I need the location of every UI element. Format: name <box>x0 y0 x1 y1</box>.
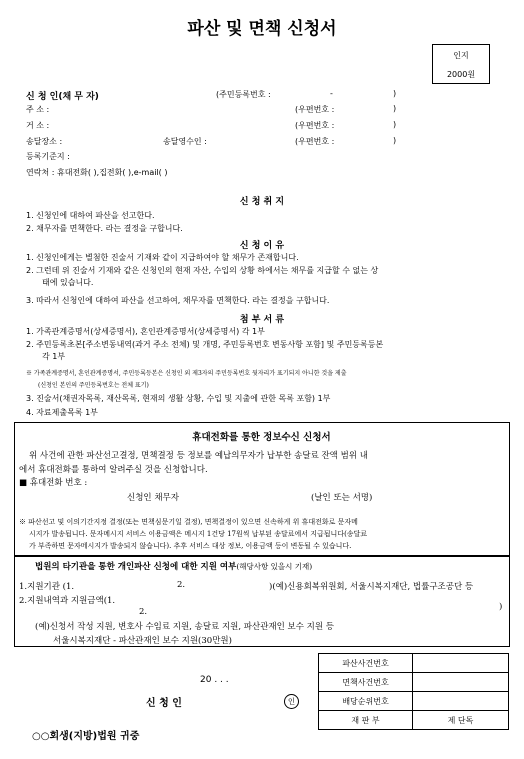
id-dash: - <box>330 89 333 98</box>
delivery-recipient-label: 송달영수인 : <box>163 137 207 146</box>
mobile-signature-label: (날인 또는 서명) <box>311 493 373 503</box>
purpose-heading: 신 청 취 지 <box>239 197 285 207</box>
signature-signer: 신 청 인 <box>146 698 182 709</box>
purpose-item-2: 2. 채무자를 면책한다. 라는 결정을 구합니다. <box>26 224 183 233</box>
delivery-label: 송달장소 : <box>26 137 63 146</box>
support-line1-mid: 2. <box>177 580 186 590</box>
mobile-phone-label: ■ 휴대전화 번호 : <box>19 478 88 488</box>
residence-label: 거 소 : <box>26 121 50 130</box>
page-title: 파산 및 면책 신청서 <box>187 19 337 39</box>
seal-mark: 인 <box>284 694 299 709</box>
reasons-item-2-line2: 태에 있습니다. <box>42 278 94 287</box>
purpose-item-1: 1. 신청인에 대하여 파산을 선고한다. <box>26 211 155 220</box>
mobile-note-line2: 시지가 발송됩니다. 문자메시지 서비스 이용금액은 메시지 1건당 17원씩 납부된 송달료에서 지급됩니다(송달료 <box>29 530 368 538</box>
mobile-notice-text-line1: 위 사건에 관한 파산선고결정, 면책결정 등 정보를 예납의무자가 납부한 송달료 잔액 범위 내 <box>29 451 368 461</box>
postal-close: ) <box>393 104 397 113</box>
applicant-name-label: 신 청 인(채 무 자) <box>26 92 99 102</box>
office-row-value <box>413 692 509 711</box>
panel-unit: 제 단독 <box>413 711 509 730</box>
office-row-value <box>413 673 509 692</box>
reasons-item-1: 1. 신청인에게는 별첨한 진술서 기재와 같이 지급하여야 할 채무가 존재합니다. <box>26 253 299 262</box>
support-line3: 2. <box>139 607 148 617</box>
support-box <box>14 555 510 647</box>
signature-date: 20 . . . <box>200 675 229 685</box>
support-line2-close: ) <box>499 602 503 612</box>
support-heading-suffix: (해당사항 있을시 기재) <box>236 562 313 571</box>
mobile-signer-label: 신청인 채무자 <box>127 493 179 503</box>
contact-line: 연락처 : 휴대전화( ),집전화( ),e-mail( ) <box>26 168 168 177</box>
postal-close-3: ) <box>393 136 397 145</box>
office-row-label: 파산사건번호 <box>319 654 413 673</box>
table-row <box>319 711 509 730</box>
attachments-note-line1: ※ 가족관계증명서, 혼인관계증명서, 주민등록등본은 신청인 외 제3자의 주민등록번호 뒷자리가 표기되지 아니한 것을 제출 <box>26 370 347 377</box>
support-example-line2: 서울시복지재단 - 파산관재인 보수 지원(30만원) <box>53 636 232 646</box>
stamp-line1: 인지 <box>453 51 469 60</box>
mobile-note-line1: ※ 파산선고 및 이의기간지정 결정(또는 면책심문기일 결정), 면책결정이 있으면 신속하게 위 휴대전화로 문자메 <box>19 518 358 526</box>
domicile-label: 등록기준지 : <box>26 152 70 161</box>
mobile-notice-heading: 휴대전화를 통한 정보수신 신청서 <box>192 432 331 443</box>
postal-close-2: ) <box>393 120 397 129</box>
office-table <box>318 653 509 730</box>
attachments-item-4: 4. 자료제출목록 1부 <box>26 408 98 417</box>
mobile-notice-box <box>14 422 510 557</box>
table-row <box>319 673 509 692</box>
attachments-item-2-line1: 2. 주민등록초본[주소변동내역(과거 주소 전체) 및 개명, 주민등록번호 변동사항 포함] 및 주민등록등본 <box>26 340 384 349</box>
postal-label: (우편번호 : <box>295 105 335 114</box>
stamp-line2: 2000원 <box>446 70 476 79</box>
address-label: 주 소 : <box>26 105 50 114</box>
support-line1-left: 1.지원기관 (1. <box>19 582 75 592</box>
support-heading-row <box>35 560 312 572</box>
attachments-item-1: 1. 가족관계증명서(상세증명서), 혼인관계증명서(상세증명서) 각 1부 <box>26 327 265 336</box>
attachments-item-2-line2: 각 1부 <box>42 352 66 361</box>
attachments-heading: 첨 부 서 류 <box>239 315 285 325</box>
table-row <box>319 654 509 673</box>
stamp-box <box>432 44 490 84</box>
panel-label: 재 판 부 <box>319 711 413 730</box>
attachments-note-line2: (신청인 본인의 주민등록번호는 전체 표기) <box>38 382 149 389</box>
support-line2-left: 2.지원내역과 지원금액(1. <box>19 596 116 606</box>
reasons-item-2-line1: 2. 그런데 위 진술서 기재와 같은 신청인의 현재 자산, 수입의 상황 하에서는 채무를 지급할 수 없는 상 <box>26 266 379 275</box>
support-heading: 법원의 타기관을 통한 개인파산 신청에 대한 지원 여부 <box>35 562 237 572</box>
mobile-note-line3: 가 부족하면 문자메시지가 발송되지 않습니다). 추후 서비스 대상 정보, 이용금액 등이 변동될 수 있습니다. <box>29 542 352 550</box>
office-row-label: 배당순위번호 <box>319 692 413 711</box>
postal-label-2: (우편번호 : <box>295 121 335 130</box>
attachments-item-3: 3. 진술서(채권자목록, 재산목록, 현재의 생활 상황, 수입 및 지출에 관한 목록 포함) 1부 <box>26 394 331 403</box>
office-row-label: 면책사건번호 <box>319 673 413 692</box>
mobile-notice-text-line2: 에서 휴대전화를 통하여 알려주실 것을 신청합니다. <box>19 465 208 475</box>
reasons-heading: 신 청 이 유 <box>239 241 285 251</box>
id-label: (주민등록번호 : <box>216 90 271 99</box>
postal-label-3: (우편번호 : <box>295 137 335 146</box>
id-close: ) <box>393 89 397 98</box>
support-example-line1: (예)신청서 작성 지원, 변호사 수임료 지원, 송달료 지원, 파산관재인 보수 지원 등 <box>35 622 335 632</box>
reasons-item-3: 3. 따라서 신청인에 대하여 파산을 선고하여, 채무자를 면책한다. 라는 결정을 구합니다. <box>26 296 330 305</box>
office-row-value <box>413 654 509 673</box>
court-name: ○○회생(지방)법원 귀중 <box>32 731 140 742</box>
support-line1-right: )(예)신용회복위원회, 서울시복지재단, 법률구조공단 등 <box>269 582 474 592</box>
table-row <box>319 692 509 711</box>
